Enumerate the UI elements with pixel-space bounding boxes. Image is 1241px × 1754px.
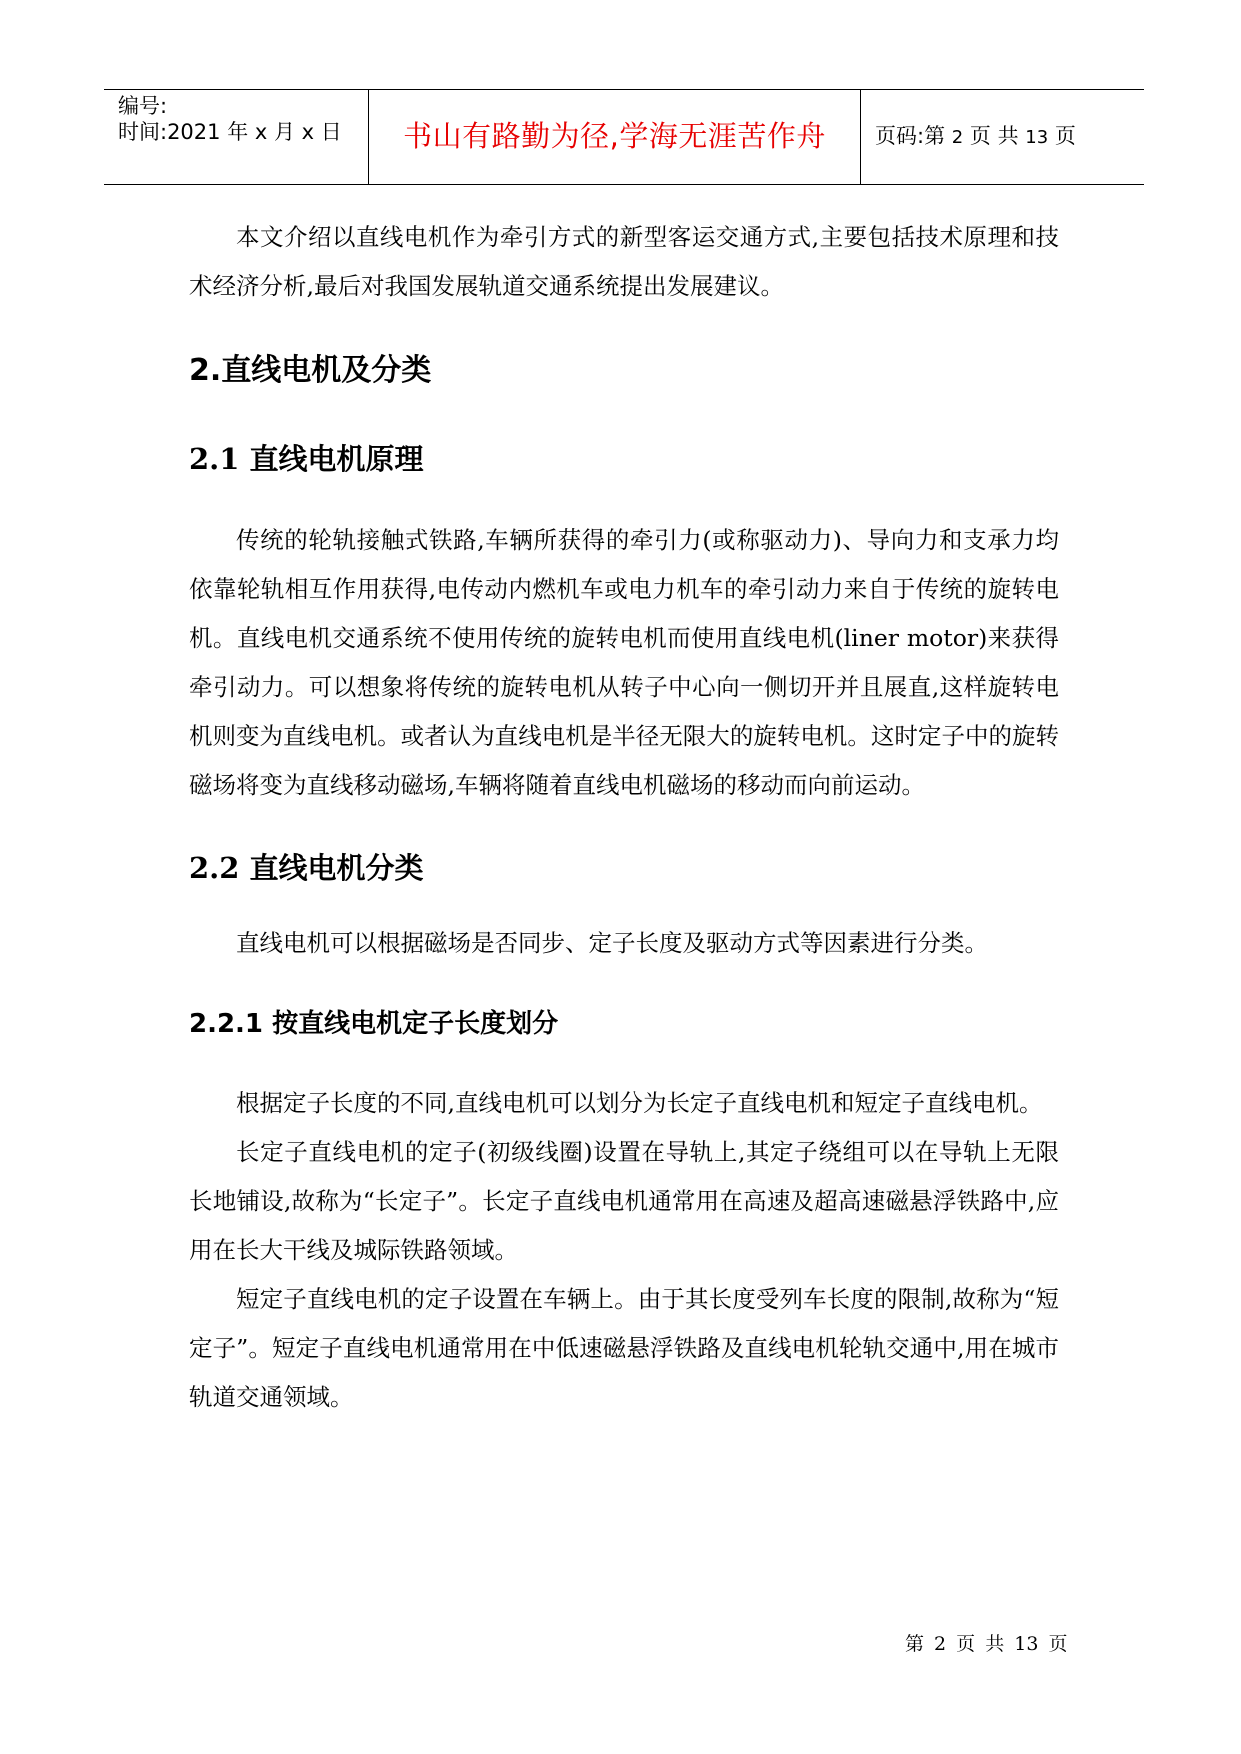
section-2-2-1-paragraph-3: 短定子直线电机的定子设置在车辆上。由于其长度受列车长度的限制,故称为“短定子”。短定子直线电机通常用在中低速磁悬浮铁路及直线电机轮轨交通中,用在城市轨道交通领域。 <box>189 1285 1059 1411</box>
header-right-cell <box>861 90 1144 184</box>
document-number-label: 编号: <box>118 94 168 118</box>
section-2-1-heading: 2.1 直线电机原理 <box>189 442 424 476</box>
page-header <box>104 89 1144 185</box>
section-2-2-heading: 2.2 直线电机分类 <box>189 851 424 885</box>
page-footer: 第 2 页 共 13 页 <box>905 1633 1068 1655</box>
header-page-info <box>875 123 1076 151</box>
page-info-suffix: 页 <box>1054 124 1076 148</box>
page-info-label: 页码:第 <box>875 124 946 148</box>
header-middle-cell <box>369 90 861 184</box>
header-motto: 书山有路勤为径,学海无涯苦作舟 <box>403 119 826 153</box>
page-info-mid: 页 共 <box>969 124 1019 148</box>
section-2-2-1-heading: 2.2.1 按直线电机定子长度划分 <box>189 1009 559 1039</box>
section-2-1-paragraph: 传统的轮轨接触式铁路,车辆所获得的牵引力(或称驱动力)、导向力和支承力均依靠轮轨相互作用获得,电传动内燃机车或电力机车的牵引动力来自于传统的旋转电机。直线电机交通系统不使用传统的旋转电机而使用直线电机(liner motor)来获得牵引动力。可以想象将传统的旋转电机从转子中心向一侧切开并且展直,这样旋转电机则变为直线电机。或者认为直线电机是半径无限大的旋转电机。这时定子中的旋转磁场将变为直线移动磁场,车辆将随着直线电机磁场的移动而向前运动。 <box>189 526 1059 799</box>
intro-paragraph: 本文介绍以直线电机作为牵引方式的新型客运交通方式,主要包括技术原理和技术经济分析,最后对我国发展轨道交通系统提出发展建议。 <box>189 223 1059 300</box>
page-info-total: 13 <box>1025 127 1049 148</box>
header-left-cell <box>104 90 369 184</box>
section-2-2-paragraph: 直线电机可以根据磁场是否同步、定子长度及驱动方式等因素进行分类。 <box>236 929 988 957</box>
document-time-label: 时间:2021 年 x 月 x 日 <box>118 120 342 144</box>
section-2-2-1-paragraph-1: 根据定子长度的不同,直线电机可以划分为长定子直线电机和短定子直线电机。 <box>236 1089 1043 1117</box>
page-info-current: 2 <box>951 127 964 148</box>
document-body <box>189 213 1059 1422</box>
section-2-2-1-paragraph-2: 长定子直线电机的定子(初级线圈)设置在导轨上,其定子绕组可以在导轨上无限长地铺设,故称为“长定子”。长定子直线电机通常用在高速及超高速磁悬浮铁路中,应用在长大干线及城际铁路领域。 <box>189 1138 1059 1264</box>
section-2-heading: 2.直线电机及分类 <box>189 353 432 388</box>
